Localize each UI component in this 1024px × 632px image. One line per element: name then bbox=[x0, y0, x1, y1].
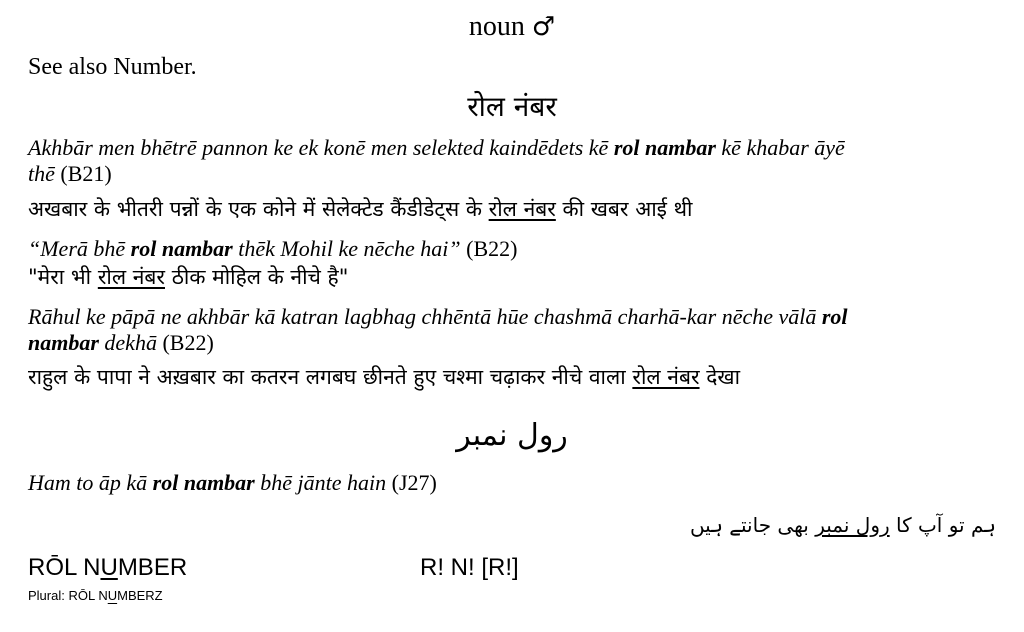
keyword-bold: rol bbox=[821, 304, 848, 329]
keyword-bold: rol nambar bbox=[152, 470, 255, 495]
romanization-main: RŌL NUMBER bbox=[28, 554, 188, 581]
example-1-translit-line2: thē (B21) bbox=[28, 161, 112, 186]
urdu-example-sentence: ہم تو آپ کا رول نمبر بھی جانتے ہیں bbox=[689, 513, 996, 537]
keyword-underlined: रोल नंबर bbox=[488, 197, 556, 221]
keyword-bold: rol nambar bbox=[613, 135, 716, 160]
gender-male-icon: ♂ bbox=[531, 12, 556, 42]
example-1-translit-line1: Akhbār men bhētrē pannon ke ek konē men selekted kaindēdets kē rol nambar kē khabar āyē bbox=[28, 135, 845, 160]
part-of-speech-header bbox=[0, 10, 1024, 44]
keyword-underlined: रोल नंबर bbox=[97, 265, 165, 289]
keyword-bold: nambar bbox=[28, 330, 99, 355]
urdu-example-translit: Ham to āp kā rol nambar bhē jānte hain (J27) bbox=[28, 470, 437, 495]
keyword-bold: rol nambar bbox=[130, 236, 233, 261]
keyword-underlined: रोल नंबर bbox=[632, 365, 700, 389]
example-3-hindi: राहुल के पापा ने अख़बार का कतरन लगबघ छीनते हुए चश्मा चढ़ाकर नीचे वाला रोल नंबर देखा bbox=[28, 365, 741, 389]
romanization-code: R! N! [R!] bbox=[420, 554, 519, 581]
example-3-translit-line2: nambar dekhā (B22) bbox=[28, 330, 214, 355]
part-of-speech: noun bbox=[468, 11, 525, 42]
source-ref: (B22) bbox=[466, 236, 518, 261]
romanization-plural: Plural: RŌL NUMBERZ bbox=[28, 588, 163, 603]
example-3-translit-line1: Rāhul ke pāpā ne akhbār kā katran lagbhag chhēntā hūe chashmā charhā-kar nēche vālā rol bbox=[28, 304, 848, 329]
urdu-headword: رول نمبر bbox=[456, 418, 568, 453]
source-ref: (B22) bbox=[162, 330, 214, 355]
example-1-hindi: अखबार के भीतरी पन्नों के एक कोने में सेलेक्टेड कैंडीडेट्स के रोल नंबर की खबर आई थी bbox=[28, 197, 693, 221]
source-ref: (J27) bbox=[391, 470, 437, 495]
keyword-underlined: رول نمبر bbox=[815, 513, 890, 537]
see-also: See also Number. bbox=[28, 54, 197, 80]
source-ref: (B21) bbox=[60, 161, 112, 186]
hindi-headword: रोल नंबर bbox=[467, 90, 557, 123]
example-2-hindi: "मेरा भी रोल नंबर ठीक मोहिल के नीचे है" bbox=[28, 265, 349, 289]
example-2-translit: “Merā bhē rol nambar thēk Mohil ke nēche hai” (B22) bbox=[28, 236, 518, 261]
